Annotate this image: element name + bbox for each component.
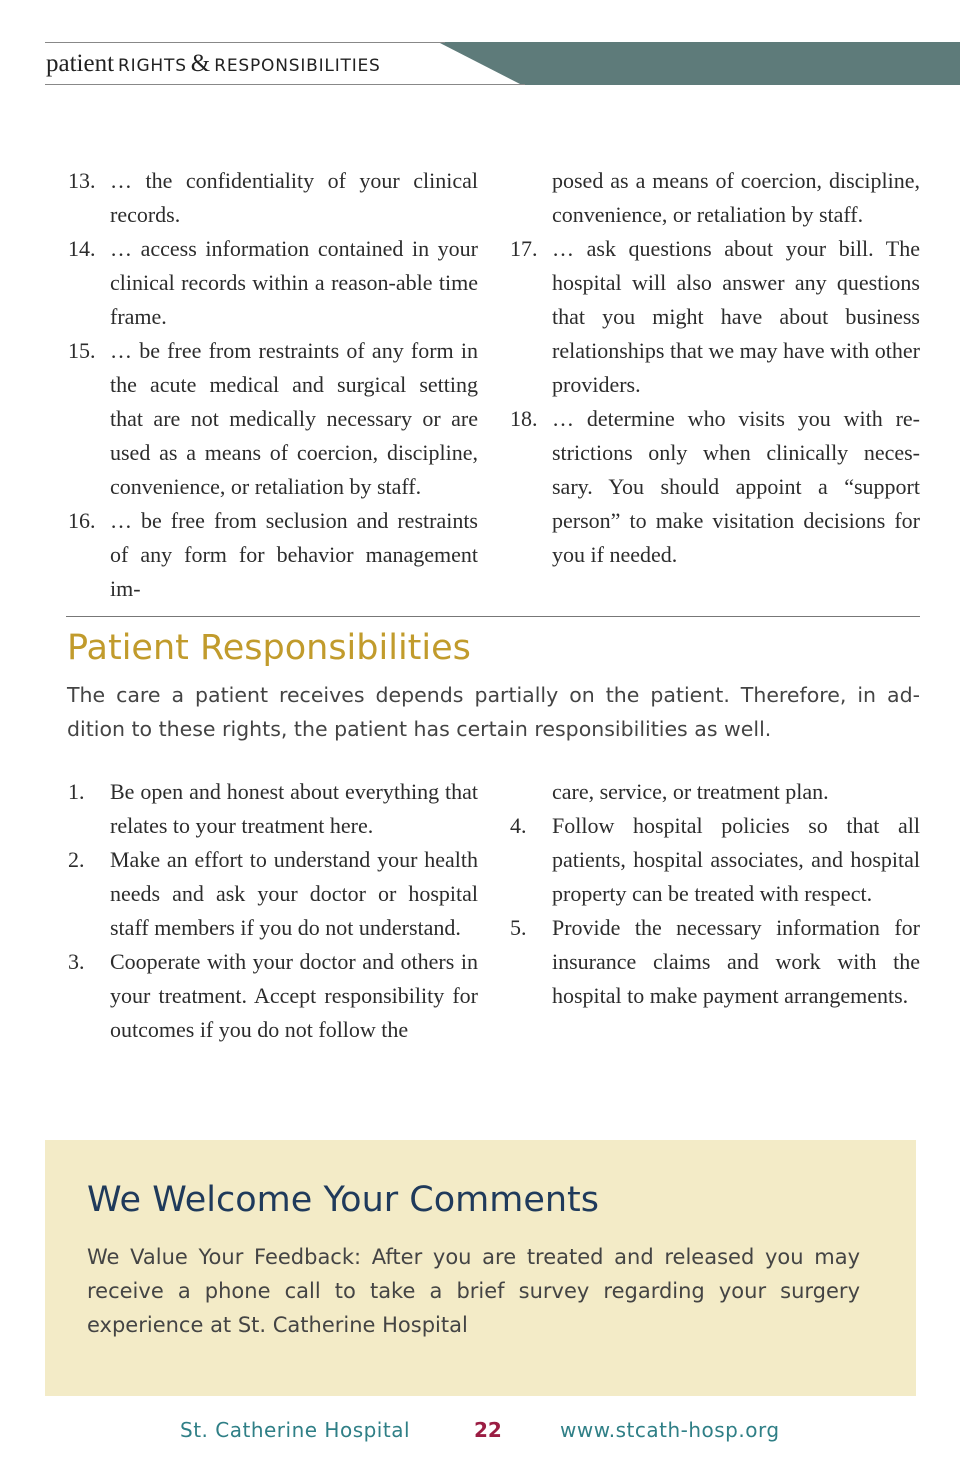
item-text: Make an effort to understand your health needs and ask your doctor or hospital staff members if you do not understand. bbox=[110, 847, 478, 940]
rights-item-18 bbox=[508, 402, 920, 572]
item-number: 15. bbox=[68, 338, 96, 363]
item-number: 2. bbox=[68, 847, 85, 872]
responsibilities-left-column bbox=[66, 775, 478, 1047]
item-text: … determine who visits you with re-strictions only when clinically neces-sary. You should appoint a “support person” to make visitation decisions for you if needed. bbox=[552, 406, 920, 567]
item-text: … ask questions about your bill. The hospital will also answer any questions that you might have about business relationships that we may have with other providers. bbox=[552, 236, 920, 397]
rights-item-14 bbox=[66, 232, 478, 334]
header-title-amp: & bbox=[190, 50, 211, 77]
item-number: 5. bbox=[510, 915, 527, 940]
responsibility-item-3-continuation: care, service, or treatment plan. bbox=[552, 779, 829, 804]
item-number: 18. bbox=[510, 406, 538, 431]
item-number: 3. bbox=[68, 949, 85, 974]
responsibilities-intro: The care a patient receives depends partially on the patient. Therefore, in ad-dition to these rights, the patient has certain responsibilities as well. bbox=[67, 683, 920, 741]
rights-left-column bbox=[66, 164, 478, 606]
footer-website-link[interactable]: www.stcath-hosp.org bbox=[560, 1418, 780, 1442]
page-footer bbox=[0, 1412, 960, 1452]
header-rule-bottom bbox=[45, 84, 525, 85]
comments-box bbox=[45, 1140, 916, 1396]
item-text: … the confidentiality of your clinical records. bbox=[110, 168, 478, 227]
responsibilities-title: Patient Responsibilities bbox=[67, 628, 471, 668]
footer-hospital-name: St. Catherine Hospital bbox=[180, 1418, 411, 1442]
responsibilities-right-column bbox=[508, 775, 920, 1013]
rights-right-column bbox=[508, 164, 920, 572]
item-text: Follow hospital policies so that all patients, hospital associates, and hospital property can be treated with respect. bbox=[552, 813, 920, 906]
header-title-responsibilities: RESPONSIBILITIES bbox=[214, 56, 381, 76]
item-text: Provide the necessary information for insurance claims and work with the hospital to make payment arrangements. bbox=[552, 915, 920, 1008]
item-text: … be free from seclusion and restraints of any form for behavior management im- bbox=[110, 508, 478, 601]
rights-item-17 bbox=[508, 232, 920, 402]
rights-item-16 bbox=[66, 504, 478, 606]
page-header bbox=[0, 0, 960, 90]
header-title bbox=[46, 50, 381, 78]
item-number: 17. bbox=[510, 236, 538, 261]
comments-body: We Value Your Feedback: After you are treated and released you may receive a phone call to take a brief survey regarding your surgery experience at St. Catherine Hospital bbox=[87, 1245, 860, 1337]
item-number: 14. bbox=[68, 236, 96, 261]
item-text: Cooperate with your doctor and others in your treatment. Accept responsibility for outcomes if you do not follow the bbox=[110, 949, 478, 1042]
item-number: 16. bbox=[68, 508, 96, 533]
header-band bbox=[438, 42, 960, 85]
responsibility-item-4 bbox=[508, 809, 920, 911]
header-title-rights: RIGHTS bbox=[118, 56, 187, 76]
section-divider bbox=[66, 616, 920, 617]
header-rule-top bbox=[45, 42, 445, 43]
rights-item-15 bbox=[66, 334, 478, 504]
responsibility-item-3 bbox=[66, 945, 478, 1047]
item-number: 13. bbox=[68, 168, 96, 193]
item-text: … access information contained in your clinical records within a reason-able time frame. bbox=[110, 236, 478, 329]
rights-item-13 bbox=[66, 164, 478, 232]
rights-item-16-continuation: posed as a means of coercion, discipline, convenience, or retaliation by staff. bbox=[552, 168, 920, 227]
responsibility-item-2 bbox=[66, 843, 478, 945]
item-number: 4. bbox=[510, 813, 527, 838]
comments-title: We Welcome Your Comments bbox=[87, 1180, 599, 1220]
item-text: Be open and honest about everything that relates to your treatment here. bbox=[110, 779, 478, 838]
responsibility-item-5 bbox=[508, 911, 920, 1013]
item-text: … be free from restraints of any form in the acute medical and surgical setting that are not medically necessary or are used as a means of coercion, discipline, convenience, or retaliation by staff. bbox=[110, 338, 478, 499]
header-title-lower: patient bbox=[46, 50, 115, 77]
responsibility-item-1 bbox=[66, 775, 478, 843]
item-number: 1. bbox=[68, 779, 85, 804]
page-number: 22 bbox=[474, 1418, 502, 1442]
